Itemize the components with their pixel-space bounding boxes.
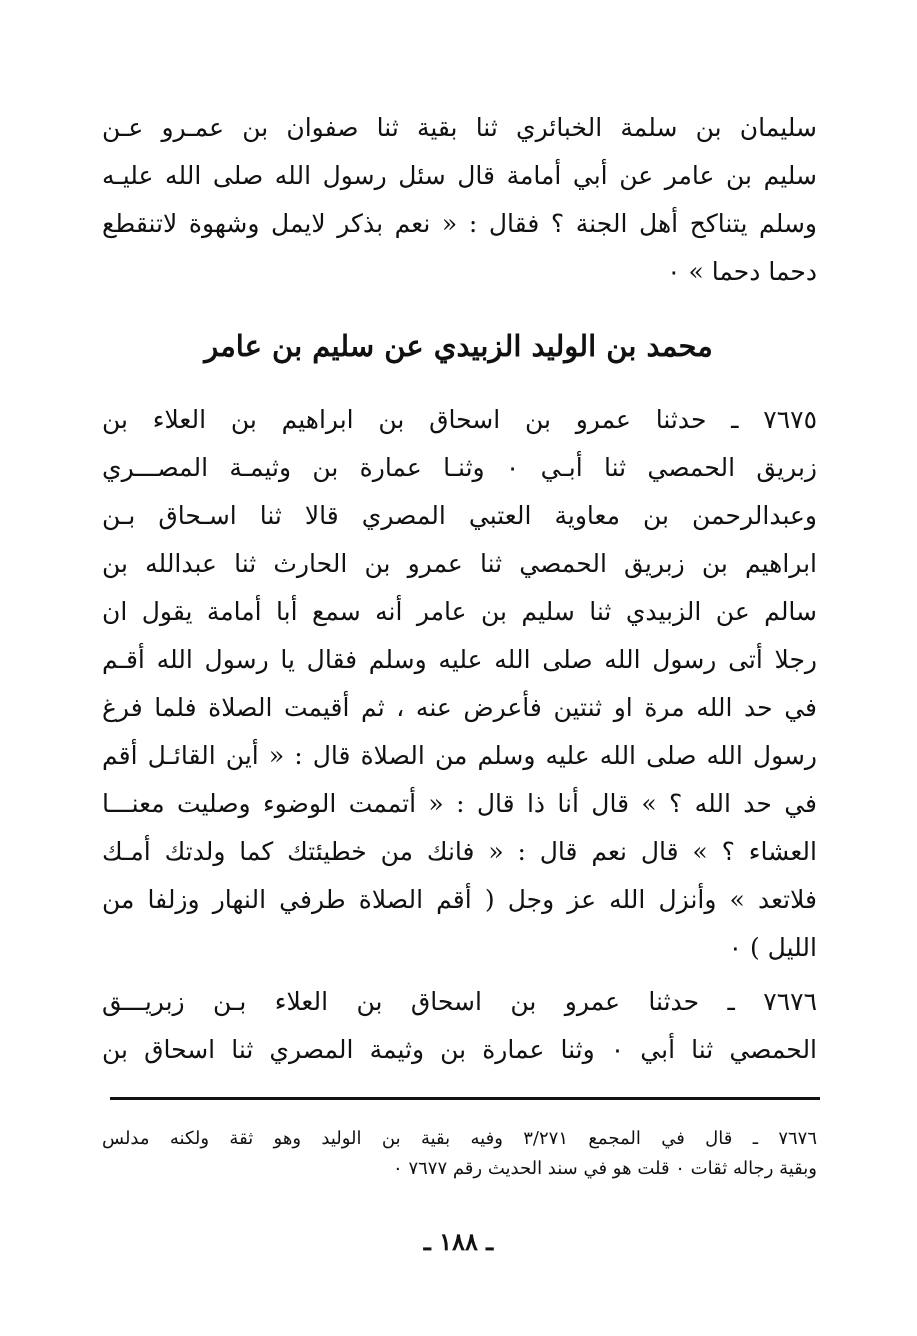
text-line: سليم بن عامر عن أبي أمامة قال سئل رسول الله صلى الله عليـه (102, 161, 817, 190)
text-line: العشاء ؟ » قال نعم قال : « فانك من خطيئتك كما ولدتك أمـك (102, 837, 817, 866)
text-line: ٧٦٧٦ ـ حدثنا عمرو بن اسحاق بن العلاء بـن زبريـــق (102, 987, 817, 1016)
hadith-7675 (102, 396, 817, 972)
text-line: وعبدالرحمن بن معاوية العتبي المصري قالا ثنا اسـحاق بـن (102, 501, 817, 530)
text-line: ابراهيم بن زبريق الحمصي ثنا عمرو بن الحارث ثنا عبدالله بن (102, 549, 817, 578)
page-number: ـ ١٨٨ ـ (423, 1227, 494, 1256)
text-line: زبريق الحمصي ثنا أبـي ٠ وثنـا عمارة بن وثيمـة المصـــري (102, 453, 817, 482)
text-line: الليل ) ٠ (728, 933, 817, 962)
text-line: دحما دحما » ٠ (667, 257, 817, 286)
text-line: في حد الله مرة او ثنتين فأعرض عنه ، ثم أقيمت الصلاة فلما فرغ (102, 693, 817, 722)
paragraph-top (102, 104, 817, 296)
section-heading: محمد بن الوليد الزبيدي عن سليم بن عامر (204, 329, 713, 363)
text-line: وسلم يتناكح أهل الجنة ؟ فقال : « نعم بذكر لايمل وشهوة لاتنقطع (102, 209, 817, 238)
text-line: فلاتعد » وأنزل الله عز وجل ( أقم الصلاة طرفي النهار وزلفا من (102, 885, 817, 914)
text-line: الحمصي ثنا أبي ٠ وثنا عمارة بن وثيمة المصري ثنا اسحاق بن (102, 1035, 817, 1064)
text-line: سليمان بن سلمة الخبائري ثنا بقية ثنا صفوان بن عمـرو عـن (102, 113, 817, 142)
footnote-divider (110, 1097, 820, 1100)
text-line: سالم عن الزبيدي ثنا سليم بن عامر أنه سمع أبا أمامة يقول ان (102, 597, 817, 626)
hadith-7676 (102, 978, 817, 1074)
text-line: ٧٦٧٥ ـ حدثنا عمرو بن اسحاق بن ابراهيم بن العلاء بن (102, 405, 817, 434)
text-line: رجلا أتى رسول الله صلى الله عليه وسلم فقال يا رسول الله أقـم (102, 645, 817, 674)
text-line: في حد الله ؟ » قال أنا ذا قال : « أتممت الوضوء وصليت معنـــا (102, 789, 817, 818)
footnote-line: وبقية رجاله ثقات ٠ قلت هو في سند الحديث رقم ٧٦٧٧ ٠ (393, 1158, 817, 1179)
text-line: رسول الله صلى الله عليه وسلم من الصلاة قال : « أين القائـل أقم (102, 741, 817, 770)
footnote (102, 1124, 817, 1184)
footnote-line: ٧٦٧٦ ـ قال في المجمع ٣/٢٧١ وفيه بقية بن الوليد وهو ثقة ولكنه مدلس (102, 1128, 817, 1149)
